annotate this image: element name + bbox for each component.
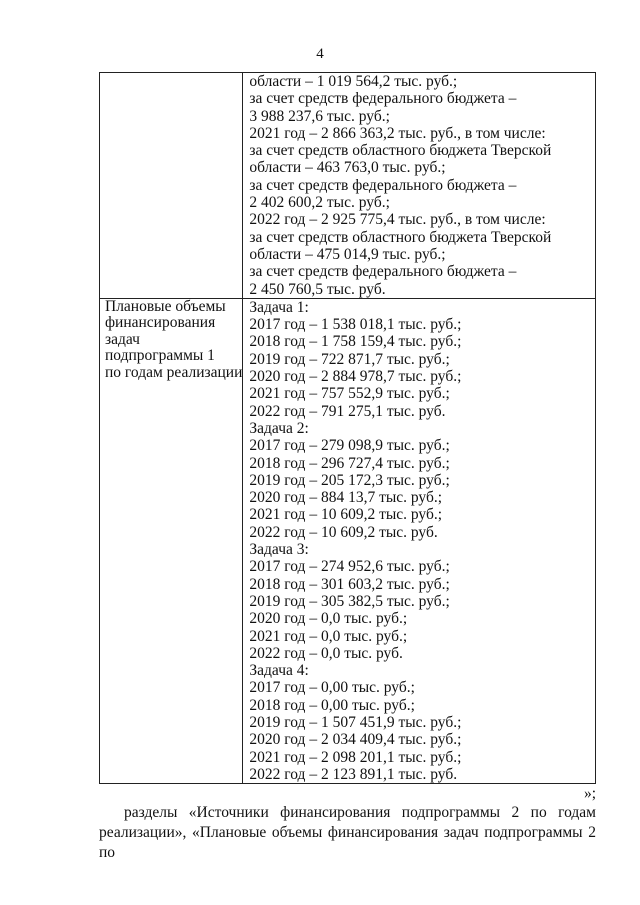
table-text-line: 2017 год – 274 952,6 тыс. руб.; — [249, 558, 450, 576]
table-text-line: 2021 год – 0,0 тыс. руб.; — [249, 627, 408, 645]
table-text-line: за счет средств федерального бюджета – — [249, 90, 517, 108]
table-text-line: 2022 год – 2 123 891,1 тыс. руб. — [249, 765, 458, 783]
table-text-line: 2022 год – 10 609,2 тыс. руб. — [249, 523, 438, 541]
body-paragraph-line: разделы «Источники финансирования подпрограммы 2 по годам — [124, 804, 596, 821]
table-text-line: 2022 год – 791 275,1 тыс. руб. — [249, 402, 446, 420]
table-text-line: за счет средств областного бюджета Тверской — [249, 142, 552, 160]
row-text-cell — [243, 73, 596, 299]
row-text-cell — [243, 298, 596, 783]
closing-quote: »; — [583, 785, 596, 802]
table-text-line: 2020 год – 0,0 тыс. руб.; — [249, 610, 408, 628]
table-text-line: области – 1 019 564,2 тыс. руб.; — [249, 73, 458, 90]
table-text-line: за счет средств областного бюджета Тверской — [249, 228, 552, 246]
table-text-line: 2020 год – 2 884 978,7 тыс. руб.; — [249, 368, 462, 386]
row-label-line: Плановые объемы — [105, 297, 226, 315]
table-text-line: Задача 4: — [249, 662, 309, 680]
table-text-line: 2017 год – 1 538 018,1 тыс. руб.; — [249, 316, 462, 334]
table-text-line: 2022 год – 0,0 тыс. руб. — [249, 644, 403, 662]
table-text-line: 2020 год – 884 13,7 тыс. руб.; — [249, 489, 443, 507]
table-text-line: 2021 год – 2 866 363,2 тыс. руб., в том числе: — [249, 124, 546, 142]
table-text-line: 2017 год – 279 098,9 тыс. руб.; — [249, 437, 450, 455]
table-text-line: области – 475 014,9 тыс. руб.; — [249, 245, 446, 263]
table-text-line: 2019 год – 1 507 451,9 тыс. руб.; — [249, 713, 462, 731]
table-text-line: 2019 год – 722 871,7 тыс. руб.; — [249, 350, 450, 368]
table-text-line: 2022 год – 2 925 775,4 тыс. руб., в том числе: — [249, 211, 546, 229]
page-number: 4 — [316, 46, 324, 62]
table-text-line: 2 450 760,5 тыс. руб. — [249, 280, 386, 298]
table-row-budget-sources — [100, 73, 596, 299]
table-text-line: 2018 год – 0,00 тыс. руб.; — [249, 696, 415, 714]
row-label-line: по годам реализации — [105, 363, 243, 381]
table-text-line: Задача 2: — [249, 419, 309, 437]
table-text-line: области – 463 763,0 тыс. руб.; — [249, 159, 446, 177]
table-row-planned-volumes — [100, 298, 596, 783]
body-paragraph-line: реализации», «Плановые объемы финансирования задач подпрограммы 2 по — [99, 824, 596, 861]
table-text-line: 2019 год – 205 172,3 тыс. руб.; — [249, 471, 450, 489]
financing-table — [99, 72, 596, 784]
row-label-line: подпрограммы 1 — [105, 347, 215, 365]
table-text-line: Задача 3: — [249, 541, 309, 559]
row-label-cell — [100, 298, 243, 783]
table-text-line: 2017 год – 0,00 тыс. руб.; — [249, 679, 415, 697]
table-text-line: 2021 год – 10 609,2 тыс. руб.; — [249, 506, 443, 524]
table-text-line: 3 988 237,6 тыс. руб.; — [249, 107, 390, 125]
table-text-line: за счет средств федерального бюджета – — [249, 176, 517, 194]
table-text-line: Задача 1: — [249, 298, 309, 316]
table-text-line: 2018 год – 296 727,4 тыс. руб.; — [249, 454, 450, 472]
table-text-line: 2018 год – 301 603,2 тыс. руб.; — [249, 575, 450, 593]
table-text-line: 2 402 600,2 тыс. руб.; — [249, 194, 390, 212]
row-label-line: задач — [105, 330, 140, 348]
row-label-line: финансирования — [105, 314, 216, 332]
table-text-line: 2020 год – 2 034 409,4 тыс. руб.; — [249, 731, 462, 749]
table-text-line: 2021 год – 757 552,9 тыс. руб.; — [249, 385, 450, 403]
table-text-line: за счет средств федерального бюджета – — [249, 263, 517, 281]
table-text-line: 2018 год – 1 758 159,4 тыс. руб.; — [249, 333, 462, 351]
row-label-cell — [100, 73, 243, 299]
table-text-line: 2019 год – 305 382,5 тыс. руб.; — [249, 592, 450, 610]
table-text-line: 2021 год – 2 098 201,1 тыс. руб.; — [249, 748, 462, 766]
